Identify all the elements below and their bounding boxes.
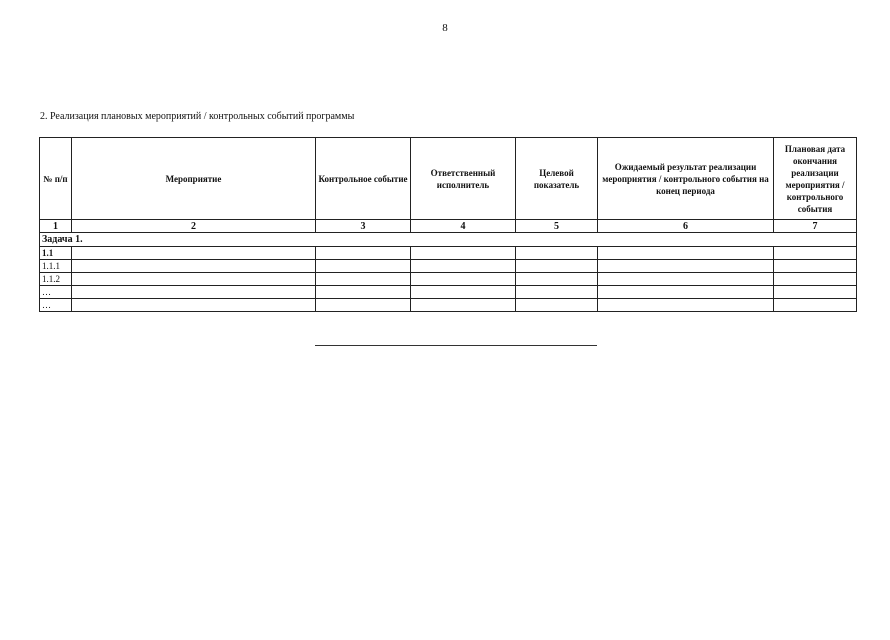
- table-cell: [598, 286, 774, 299]
- table-cell: [516, 286, 598, 299]
- table-cell: [316, 247, 411, 260]
- table-cell: [72, 273, 316, 286]
- column-number: 4: [411, 220, 516, 233]
- row-number: 1.1: [40, 247, 72, 260]
- table-cell: [598, 299, 774, 312]
- table-cell: [516, 247, 598, 260]
- page-number: 8: [442, 22, 448, 34]
- column-number: 2: [72, 220, 316, 233]
- table-cell: [774, 247, 857, 260]
- table-cell: [774, 273, 857, 286]
- table-cell: [411, 299, 516, 312]
- row-number: 1.1.2: [40, 273, 72, 286]
- table-cell: [411, 273, 516, 286]
- column-number: 5: [516, 220, 598, 233]
- table-row: [40, 299, 857, 312]
- table-row: [40, 247, 857, 260]
- table-cell: [316, 260, 411, 273]
- table-cell: [72, 286, 316, 299]
- column-number-row: [40, 220, 857, 233]
- table-cell: [316, 273, 411, 286]
- table-cell: [598, 247, 774, 260]
- task-label: Задача 1.: [40, 233, 857, 247]
- row-number: 1.1.1: [40, 260, 72, 273]
- column-header-number: № п/п: [40, 138, 72, 220]
- column-header-activity: Мероприятие: [72, 138, 316, 220]
- section-title: 2. Реализация плановых мероприятий / контрольных событий программы: [40, 111, 355, 122]
- header-row: [40, 138, 857, 220]
- column-number: 3: [316, 220, 411, 233]
- table-cell: [72, 260, 316, 273]
- table-cell: [316, 286, 411, 299]
- table-cell: [516, 260, 598, 273]
- table-row: [40, 286, 857, 299]
- column-number: 6: [598, 220, 774, 233]
- column-header-planned-date: Плановая дата окончания реализации мероприятия / контрольного события: [774, 138, 857, 220]
- table-cell: [598, 273, 774, 286]
- column-number: 7: [774, 220, 857, 233]
- table-cell: [774, 286, 857, 299]
- row-number: …: [40, 299, 72, 312]
- table-cell: [516, 273, 598, 286]
- table-cell: [774, 260, 857, 273]
- table-row: [40, 260, 857, 273]
- column-header-target-indicator: Целевой показатель: [516, 138, 598, 220]
- table-cell: [72, 299, 316, 312]
- table-row: [40, 273, 857, 286]
- table-cell: [316, 299, 411, 312]
- column-number: 1: [40, 220, 72, 233]
- events-table: [39, 137, 857, 312]
- table-cell: [72, 247, 316, 260]
- column-header-expected-result: Ожидаемый результат реализации мероприятия / контрольного события на конец периода: [598, 138, 774, 220]
- table-cell: [516, 299, 598, 312]
- column-header-control-event: Контрольное событие: [316, 138, 411, 220]
- table-cell: [411, 247, 516, 260]
- table-cell: [774, 299, 857, 312]
- table-cell: [598, 260, 774, 273]
- table-cell: [411, 260, 516, 273]
- closing-rule: [315, 345, 597, 346]
- table-cell: [411, 286, 516, 299]
- task-row: [40, 233, 857, 247]
- column-header-responsible: Ответственный исполнитель: [411, 138, 516, 220]
- row-number: …: [40, 286, 72, 299]
